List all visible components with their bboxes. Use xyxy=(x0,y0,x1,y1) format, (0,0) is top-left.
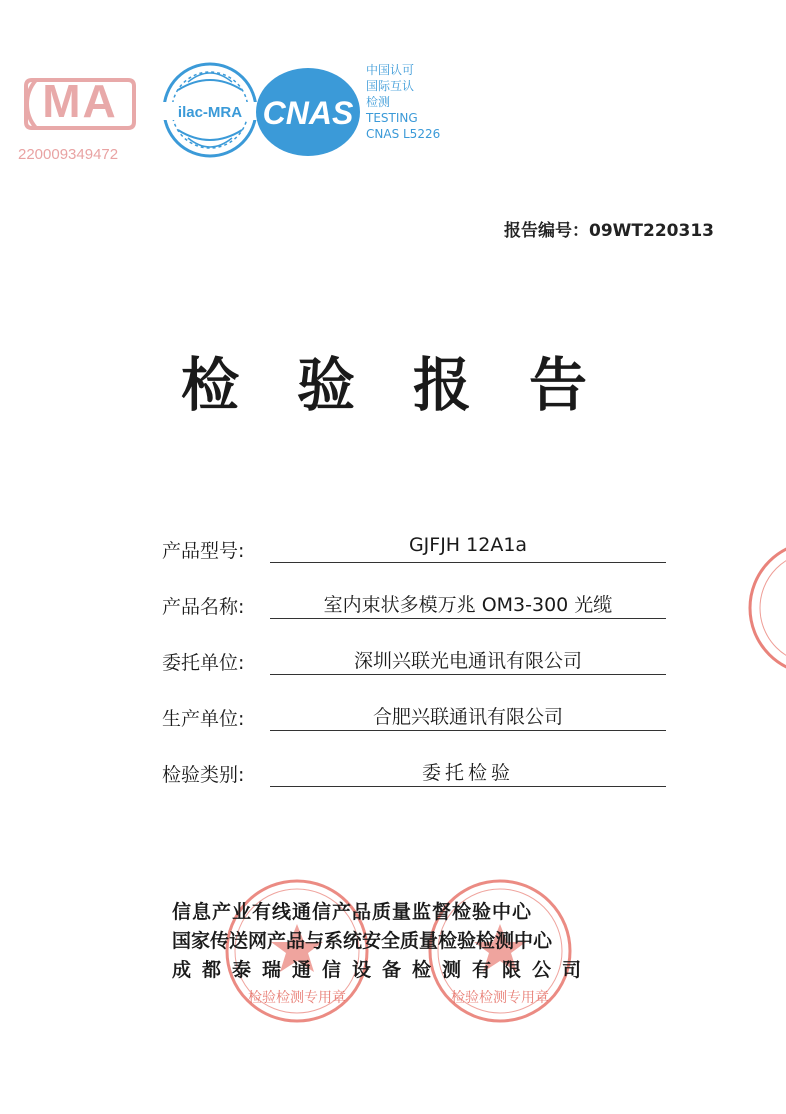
cnas-line-5: CNAS L5226 xyxy=(366,127,441,141)
field-underline xyxy=(270,562,666,563)
field-value: 合肥兴联通讯有限公司 xyxy=(372,706,563,728)
left-stamp-text: 检验检测专用章 xyxy=(248,990,346,1006)
field-product-name xyxy=(162,586,672,642)
field-value: 深圳兴联光电通讯有限公司 xyxy=(353,650,582,672)
field-label: 委托单位: xyxy=(162,652,245,674)
ilac-mra-icon xyxy=(158,60,262,160)
cma-logo xyxy=(22,74,134,128)
field-underline xyxy=(270,618,666,619)
report-number xyxy=(504,216,714,241)
ilac-text: ilac-MRA xyxy=(177,104,243,121)
cnas-line-3: 检测 xyxy=(366,95,391,109)
cnas-line-2: 国际互认 xyxy=(366,79,415,93)
cma-number: 220009349472 xyxy=(18,146,119,163)
field-underline xyxy=(270,786,666,787)
field-underline xyxy=(270,730,666,731)
edge-stamp-icon xyxy=(738,538,786,678)
field-label: 产品名称: xyxy=(162,596,245,618)
cnas-letters: CNAS xyxy=(262,95,354,131)
report-number-value: 09WT220313 xyxy=(589,221,714,241)
cnas-line-4: TESTING xyxy=(366,111,418,125)
field-label: 产品型号: xyxy=(162,540,245,562)
field-value: 室内束状多模万兆 OM3-300 光缆 xyxy=(323,594,613,616)
field-manufacturer xyxy=(162,698,672,754)
report-number-label: 报告编号： xyxy=(504,221,590,241)
field-value: 委托检验 xyxy=(421,762,514,784)
field-value: GJFJH 12A1a xyxy=(408,534,528,556)
field-label: 生产单位: xyxy=(162,708,245,730)
cnas-line-1: 中国认可 xyxy=(366,63,415,77)
organization-line-1: 信息产业有线通信产品质量监督检验中心 xyxy=(172,901,533,923)
cnas-icon xyxy=(253,64,363,160)
field-underline xyxy=(270,674,666,675)
organization-line-3: 成都泰瑞通信设备检测有限公司 xyxy=(172,959,593,981)
page-title: 检验报告 xyxy=(180,351,645,419)
issuing-organizations xyxy=(172,898,642,985)
field-product-model xyxy=(162,530,672,586)
field-client xyxy=(162,642,672,698)
cnas-caption xyxy=(366,62,440,142)
cma-letters: MA xyxy=(42,75,118,127)
field-label: 检验类别: xyxy=(162,764,245,786)
accreditation-logos xyxy=(18,58,458,168)
right-stamp-text: 检验检测专用章 xyxy=(451,990,549,1006)
field-test-type xyxy=(162,754,672,810)
organization-line-2: 国家传送网产品与系统安全质量检验检测中心 xyxy=(172,930,553,952)
report-fields xyxy=(162,530,672,810)
